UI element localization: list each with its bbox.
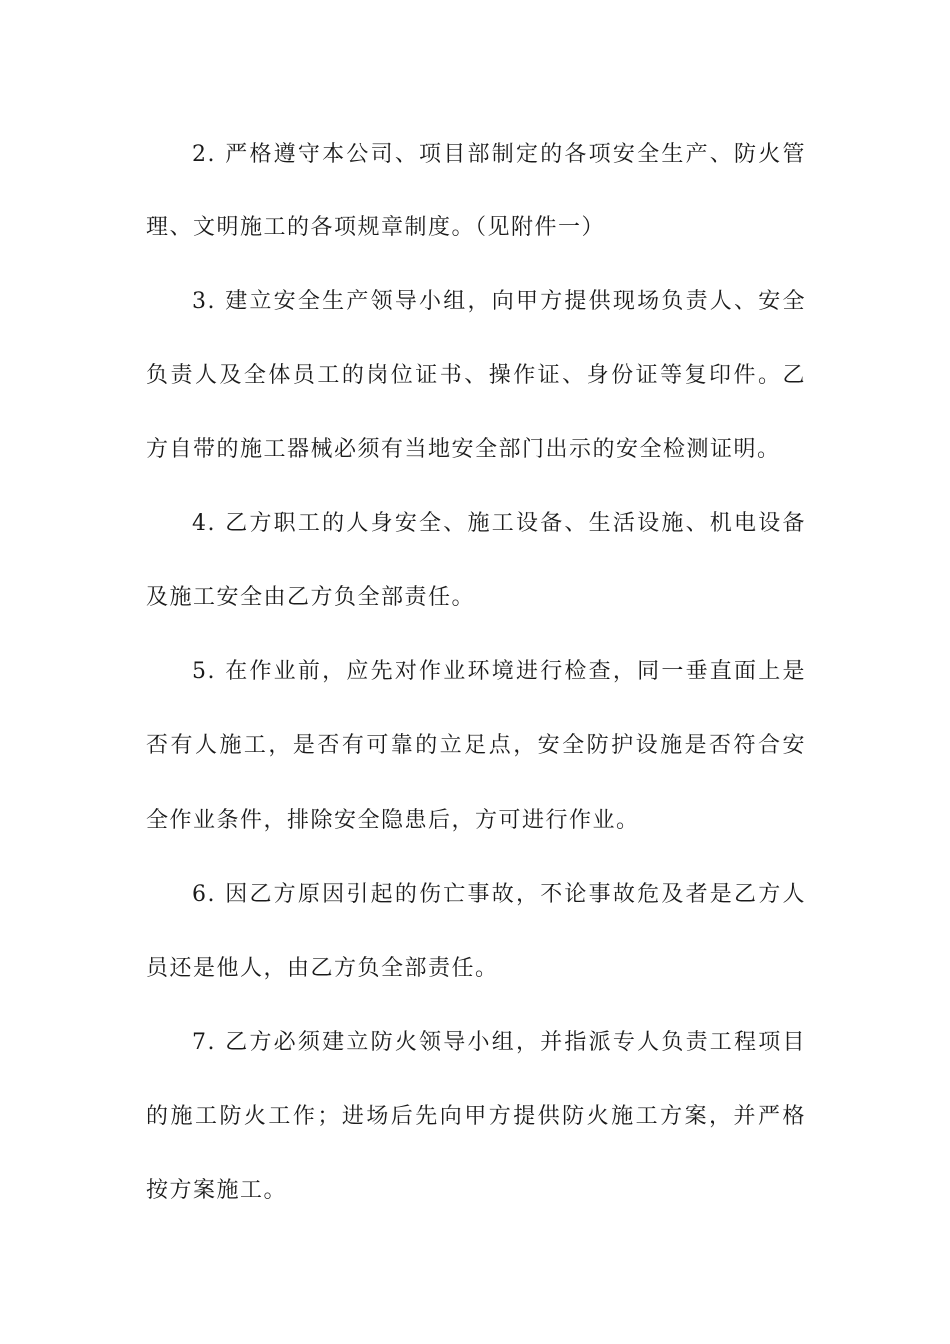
clause-2-line-2: 理、文明施工的各项规章制度。（见附件一） [146, 215, 606, 240]
clause-6-line-1: 6. 因乙方原因引起的伤亡事故，不论事故危及者是乙方人 [192, 882, 806, 907]
clause-3-line-3: 方自带的施工器械必须有当地安全部门出示的安全检测证明。 [146, 437, 781, 462]
clause-7-line-3: 按方案施工。 [146, 1178, 288, 1203]
clause-3-line-1: 3. 建立安全生产领导小组，向甲方提供现场负责人、安全 [192, 289, 806, 314]
clause-2-line-1: 2. 严格遵守本公司、项目部制定的各项安全生产、防火管 [192, 142, 806, 167]
clause-3-line-2: 负责人及全体员工的岗位证书、操作证、身份证等复印件。乙 [146, 363, 806, 388]
clause-4-line-2: 及施工安全由乙方负全部责任。 [146, 585, 476, 610]
clause-5-line-3: 全作业条件，排除安全隐患后，方可进行作业。 [146, 808, 640, 833]
clause-4-line-1: 4. 乙方职工的人身安全、施工设备、生活设施、机电设备 [192, 511, 806, 536]
clause-5-line-2: 否有人施工，是否有可靠的立足点，安全防护设施是否符合安 [146, 733, 806, 758]
clause-7-line-2: 的施工防火工作；进场后先向甲方提供防火施工方案，并严格 [146, 1104, 806, 1129]
clause-5-line-1: 5. 在作业前，应先对作业环境进行检查，同一垂直面上是 [192, 659, 806, 684]
clause-6-line-2: 员还是他人，由乙方负全部责任。 [146, 956, 499, 981]
clause-7-line-1: 7. 乙方必须建立防火领导小组，并指派专人负责工程项目 [192, 1030, 806, 1055]
